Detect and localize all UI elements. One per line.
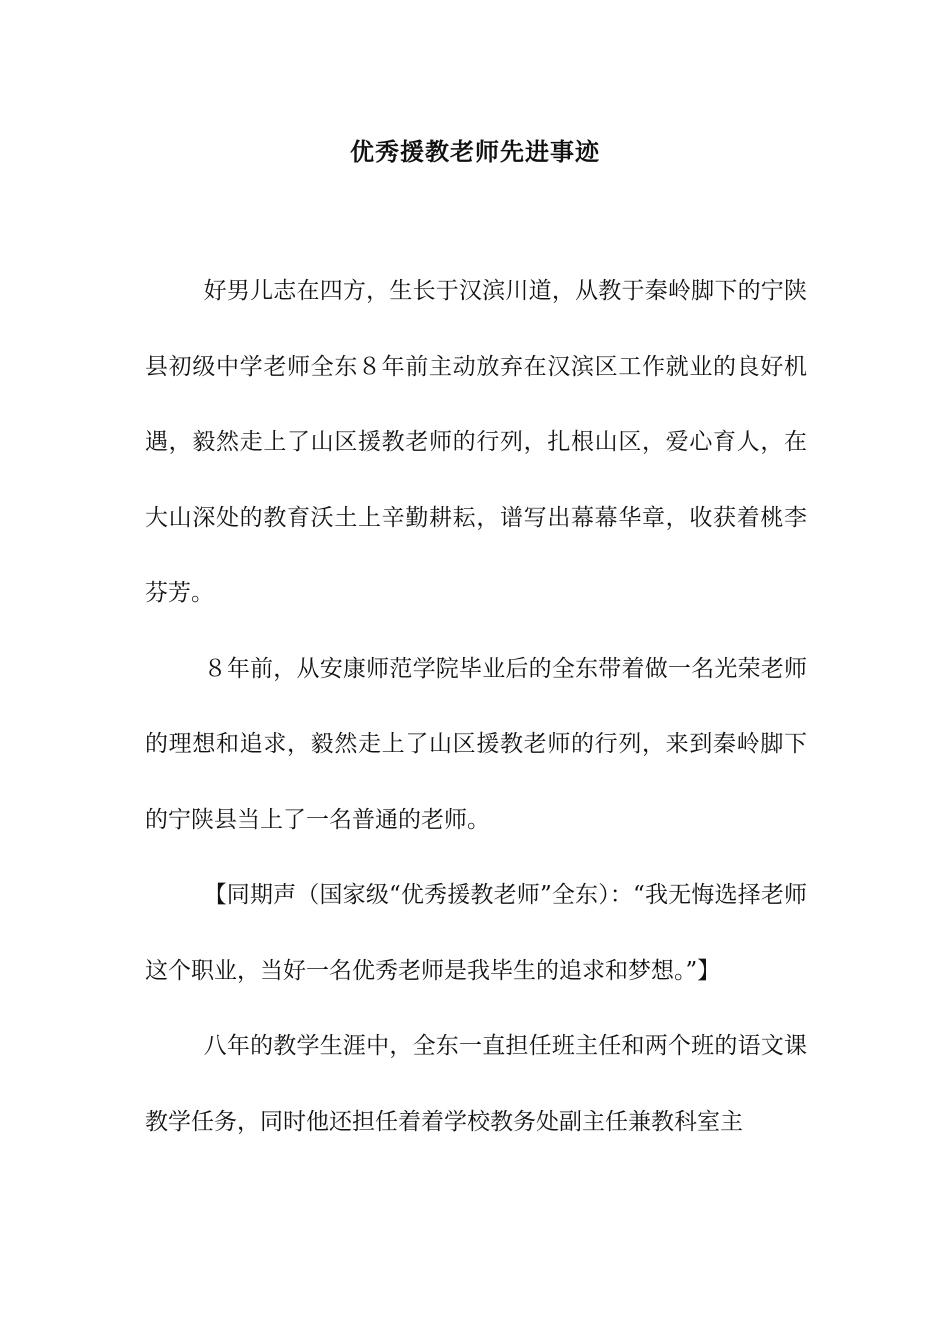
paragraph-1: 好男儿志在四方，生长于汉滨川道，从教于秦岭脚下的宁陕县初级中学老师全东８年前主动放弃在汉滨区工作就业的良好机遇，毅然走上了山区援教老师的行列，扎根山区，爱心育人，在大山深处的教育沃土上辛勤耕耘，谱写出幕幕华章，收获着桃李芬芳。 — [145, 278, 807, 606]
paragraph-2: ８年前，从安康师范学院毕业后的全东带着做一名光荣老师的理想和追求，毅然走上了山区援教老师的行列，来到秦岭脚下的宁陕县当上了一名普通的老师。 — [145, 655, 807, 833]
document-title: 优秀援教老师先进事迹 — [350, 137, 600, 166]
paragraph-4: 八年的教学生涯中，全东一直担任班主任和两个班的语文课教学任务，同时他还担任着着学校教务处副主任兼教科室主 — [145, 1033, 807, 1135]
document-body — [145, 254, 807, 1160]
paragraph-3: 【同期声（国家级“优秀援教老师”全东）：“我无悔选择老师这个职业，当好一名优秀老师是我毕生的追求和梦想。”】 — [145, 882, 807, 984]
